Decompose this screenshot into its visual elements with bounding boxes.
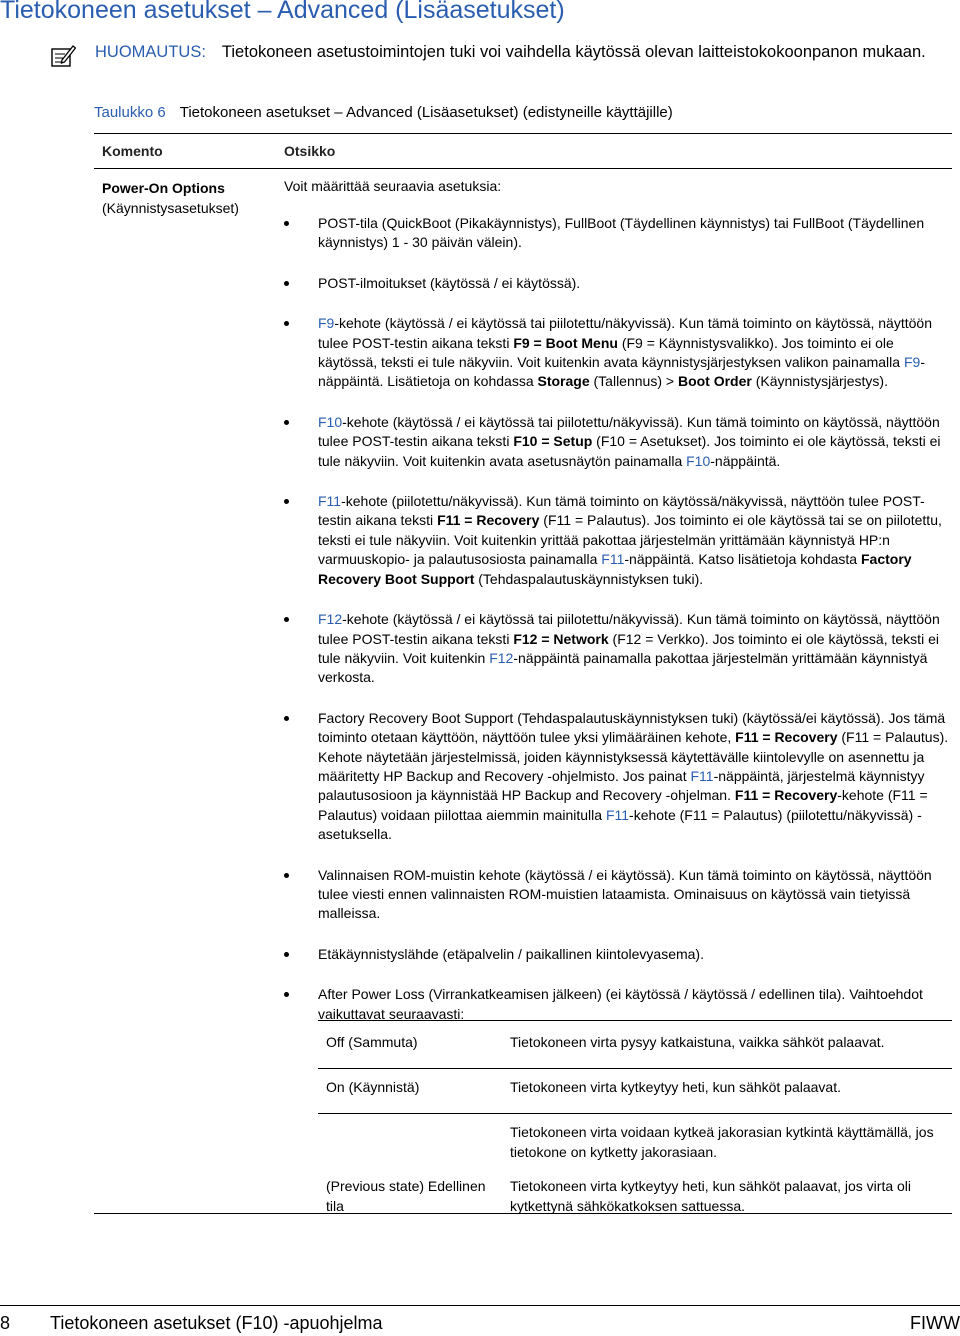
- option-list-item: [284, 709, 956, 845]
- footer-chapter: Tietokoneen asetukset (F10) -apuohjelma: [50, 1313, 383, 1333]
- option-text: (F11 = Palautus). Kehote näytetään järjestelmissä, joiden käynnistyksessä käytettävälle kiintolevylle on asennettu ja määritetty HP Backup and Recovery -ohjelmisto. Jos painat: [318, 729, 949, 784]
- footer-code: FIWW: [910, 1313, 960, 1333]
- subtable-description: Tietokoneen virta voidaan kytkeä jakorasian kytkintä käyttämällä, jos tietokone on kytketty jakorasiaan.: [510, 1124, 934, 1160]
- option-text: Valinnaisen ROM-muistin kehote (käytössä / ei käytössä). Kun tämä toiminto on käytössä, näyttöön tulee viesti ennen valinnaisten ROM-muistien lataamista. Ominaisuus on käytössä vain tietyissä malleissa.: [318, 866, 932, 922]
- menu-term: Storage: [537, 373, 590, 390]
- note-body: Tietokoneen asetustoimintojen tuki voi vaihdella käytössä olevan laitteistokokoonpanon mukaan.: [221, 43, 926, 61]
- command-name-sub: (Käynnistysasetukset): [102, 200, 239, 216]
- option-text: (F9 = Käynnistysvalikko). Jos toiminto ei ole käytössä, teksti ei tule näkyviin. Voit kuitenkin avata käynnistysjärjestyksen valikon painamalla: [318, 334, 904, 371]
- subtable-row-rule: [318, 1068, 952, 1069]
- option-list-item: [284, 866, 956, 924]
- subtable-description: Tietokoneen virta kytkeytyy heti, kun sähköt palaavat, jos virta oli kytkettynä sähkökatkoksen sattuessa.: [510, 1178, 912, 1214]
- function-key-label: F11: [601, 551, 625, 568]
- option-list-item: [284, 314, 956, 392]
- subtable-option: Off (Sammuta): [326, 1034, 418, 1050]
- option-list-item: [284, 985, 956, 1024]
- function-key-label: F9: [903, 354, 921, 371]
- option-text: -näppäintä. Katso lisätietoja kohdasta: [624, 551, 861, 568]
- subtable-description: Tietokoneen virta kytkeytyy heti, kun sähköt palaavat.: [510, 1079, 841, 1095]
- subtable-row: [318, 1032, 952, 1068]
- function-key-label: F11: [318, 493, 342, 510]
- subtable-row: [318, 1176, 952, 1226]
- page-title: Tietokoneen asetukset – Advanced (Lisäasetukset): [0, 0, 565, 24]
- option-text: After Power Loss (Virrankatkeamisen jälkeen) (ei käytössä / käytössä / edellinen tila). Vaihtoehdot vaikuttavat seuraavasti:: [318, 986, 923, 1022]
- function-key-label: F10: [318, 413, 343, 430]
- option-text: -kehote (käytössä / ei käytössä tai piilotettu/näkyvissä). Kun tämä toiminto on käytössä, näyttöön tulee POST-testin aikana teksti: [318, 315, 932, 351]
- option-text: (Tallennus) >: [589, 373, 678, 390]
- option-list-item: [284, 413, 956, 471]
- option-text: POST-tila (QuickBoot (Pikakäynnistys), FullBoot (Täydellinen käynnistys) tai FullBoot (Täydellinen käynnistys) 1 - 30 päivän välein).: [318, 215, 925, 251]
- menu-term: F11 = Recovery: [734, 787, 838, 804]
- option-list-item: [284, 492, 956, 589]
- option-text: (F11 = Palautus). Jos toiminto ei ole käytössä tai se on piilotettu, teksti ei tule näkyviin. Voit kuitenkin yrittää pakottaa järjestelmän yrittämään käynnistyä HP:n varmuuskopio- ja palautusosiosta painamalla: [318, 512, 942, 568]
- option-text: Factory Recovery Boot Support (Tehdaspalautuskäynnistyksen tuki) (käytössä/ei käytössä). Jos tämä toiminto otetaan käyttöön, näyttöön tulee yksi ylimääräinen kehote,: [318, 709, 946, 746]
- option-list-item: [284, 945, 956, 964]
- command-name-main: Power-On Options: [102, 180, 225, 196]
- table-header-rule: [94, 168, 952, 169]
- option-list: [284, 214, 956, 1024]
- subtable-description: Tietokoneen virta pysyy katkaistuna, vaikka sähköt palaavat.: [510, 1034, 885, 1050]
- subtable-row: [318, 1077, 952, 1113]
- footer-page-number: 8: [0, 1313, 11, 1333]
- option-text: -näppäintä, järjestelmä käynnistyy palautusosioon ja käynnistää HP Backup and Recovery -ohjelman.: [318, 767, 925, 804]
- menu-term: F11 = Recovery: [735, 729, 838, 746]
- function-key-label: F12: [318, 611, 343, 628]
- command-name: [102, 178, 239, 218]
- option-text: -näppäintä painamalla pakottaa järjestelmän yrittämään käynnistyä verkosta.: [318, 649, 928, 686]
- option-text: -näppäintä. Lisätietoja on kohdassa: [318, 354, 925, 390]
- note-label: HUOMAUTUS:: [95, 43, 206, 61]
- menu-term: Factory Recovery Boot Support: [318, 551, 912, 587]
- table-caption-text: Tietokoneen asetukset – Advanced (Lisäasetukset) (edistyneille käyttäjille): [179, 104, 673, 121]
- subtable-row-rule: [318, 1113, 952, 1114]
- menu-term: F10 = Setup: [513, 433, 593, 450]
- option-list-item: [284, 214, 956, 253]
- note-text: [95, 42, 955, 63]
- option-text: (Tehdaspalautuskäynnistyksen tuki).: [474, 570, 704, 587]
- option-text: -kehote (käytössä / ei käytössä tai piilotettu/näkyvissä). Kun tämä toiminto on käytössä, näyttöön tulee POST-testin aikana teksti: [318, 611, 940, 647]
- option-text: -kehote (piilotettu/näkyvissä). Kun tämä toiminto on käytössä/näkyvissä, näyttöön tulee POST-testin aikana teksti: [318, 493, 925, 529]
- menu-term: F9 = Boot Menu: [513, 334, 618, 351]
- subtable-option: (Previous state) Edellinen tila: [326, 1178, 486, 1214]
- option-text: POST-ilmoitukset (käytössä / ei käytössä).: [318, 274, 581, 291]
- row-intro: Voit määrittää seuraavia asetuksia:: [284, 178, 502, 194]
- table-caption-number: Taulukko 6: [94, 104, 166, 121]
- table-caption: [94, 104, 673, 121]
- subtable-top-rule: [318, 1020, 952, 1021]
- footer-rule: [0, 1305, 960, 1306]
- option-text: (F12 = Verkko). Jos toiminto ei ole käytössä, teksti ei tule näkyviin. Voit kuitenkin: [318, 630, 939, 666]
- option-text: -kehote (F11 = Palautus) (piilotettu/näkyvissä) -asetuksella.: [318, 806, 922, 843]
- option-text: -näppäintä.: [710, 452, 781, 469]
- power-loss-options-table: [318, 1024, 952, 1226]
- option-text: (F10 = Asetukset). Jos toiminto ei ole käytössä, teksti ei tule näkyviin. Voit kuitenkin avata asetusnäytön painamalla: [318, 433, 941, 469]
- note-pencil-icon: [50, 43, 76, 67]
- option-text: Etäkäynnistyslähde (etäpalvelin / paikallinen kiintolevyasema).: [318, 945, 704, 962]
- subtable-row: [318, 1122, 952, 1176]
- option-text: (Käynnistysjärjestys).: [751, 373, 888, 390]
- column-header-description: Otsikko: [284, 143, 336, 159]
- menu-term: F12 = Network: [513, 630, 609, 647]
- function-key-label: F9: [318, 315, 335, 332]
- column-header-command: Komento: [102, 143, 163, 159]
- option-list-item: [284, 274, 956, 293]
- option-text: -kehote (käytössä / ei käytössä tai piilotettu/näkyvissä). Kun tämä toiminto on käytössä, näyttöön tulee POST-testin aikana teksti: [318, 413, 940, 450]
- subtable-option: On (Käynnistä): [326, 1079, 420, 1095]
- function-key-label: F10: [686, 452, 711, 469]
- function-key-label: F11: [605, 806, 630, 823]
- function-key-label: F12: [489, 649, 514, 666]
- menu-term: F11 = Recovery: [437, 512, 540, 529]
- option-list-item: [284, 610, 956, 688]
- table-bottom-rule: [94, 1213, 952, 1214]
- function-key-label: F11: [690, 767, 714, 784]
- menu-term: Boot Order: [677, 373, 752, 390]
- option-text: -kehote (F11 = Palautus) voidaan piilottaa aiemmin mainitulla: [318, 787, 928, 823]
- table-top-rule: [94, 133, 952, 134]
